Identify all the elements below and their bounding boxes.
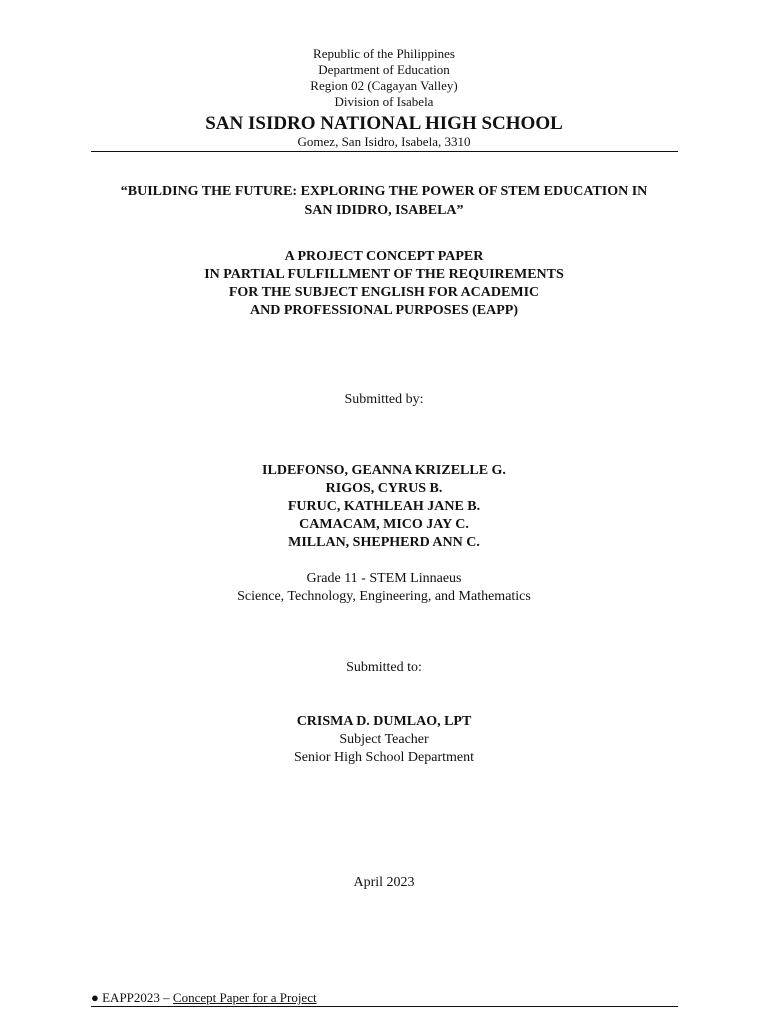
title-line-1: “BUILDING THE FUTURE: EXPLORING THE POWER OF STEM EDUCATION IN — [120, 184, 648, 199]
author-name: ILDEFONSO, GEANNA KRIZELLE G. — [262, 463, 506, 478]
country-line: Republic of the Philippines — [313, 46, 455, 61]
concept-line-3: FOR THE SUBJECT ENGLISH FOR ACADEMIC — [228, 285, 540, 300]
footer-link[interactable]: Concept Paper for a Project — [172, 990, 317, 1005]
department-line: Department of Education — [318, 62, 450, 77]
grade-line: Grade 11 - STEM Linnaeus — [306, 571, 462, 586]
concept-line-4: AND PROFESSIONAL PURPOSES (EAPP) — [250, 303, 518, 318]
paper-title — [0, 182, 768, 220]
footer-divider — [91, 1006, 678, 1007]
division-line: Division of Isabela — [334, 94, 434, 109]
submitted-by-label: Submitted by: — [344, 392, 424, 407]
author-name: RIGOS, CYRUS B. — [325, 481, 443, 496]
header-divider — [91, 151, 678, 152]
bullet-icon: ● — [91, 990, 99, 1005]
region-line: Region 02 (Cagayan Valley) — [310, 78, 458, 93]
concept-line-2: IN PARTIAL FULFILLMENT OF THE REQUIREMENTS — [204, 267, 564, 282]
submitted-to-label: Submitted to: — [346, 660, 422, 675]
letterhead — [0, 46, 768, 110]
teacher-block — [0, 713, 768, 767]
page-footer — [91, 990, 317, 1005]
concept-statement — [0, 248, 768, 320]
teacher-name: CRISMA D. DUMLAO, LPT — [296, 714, 472, 729]
submission-date: April 2023 — [353, 875, 415, 890]
title-line-2: SAN IDIDRO, ISABELA” — [304, 203, 464, 218]
concept-line-1: A PROJECT CONCEPT PAPER — [284, 249, 484, 264]
strand-line: Science, Technology, Engineering, and Mathematics — [237, 589, 531, 604]
author-list — [0, 462, 768, 552]
author-name: FURUC, KATHLEAH JANE B. — [287, 499, 481, 514]
teacher-role: Subject Teacher — [339, 732, 429, 747]
school-name: SAN ISIDRO NATIONAL HIGH SCHOOL — [205, 113, 563, 134]
school-address: Gomez, San Isidro, Isabela, 3310 — [297, 134, 471, 149]
teacher-department: Senior High School Department — [293, 750, 475, 765]
author-name: MILLAN, SHEPHERD ANN C. — [288, 535, 480, 550]
footer-code: EAPP2023 – — [102, 990, 173, 1005]
grade-section — [0, 570, 768, 606]
author-name: CAMACAM, MICO JAY C. — [299, 517, 469, 532]
